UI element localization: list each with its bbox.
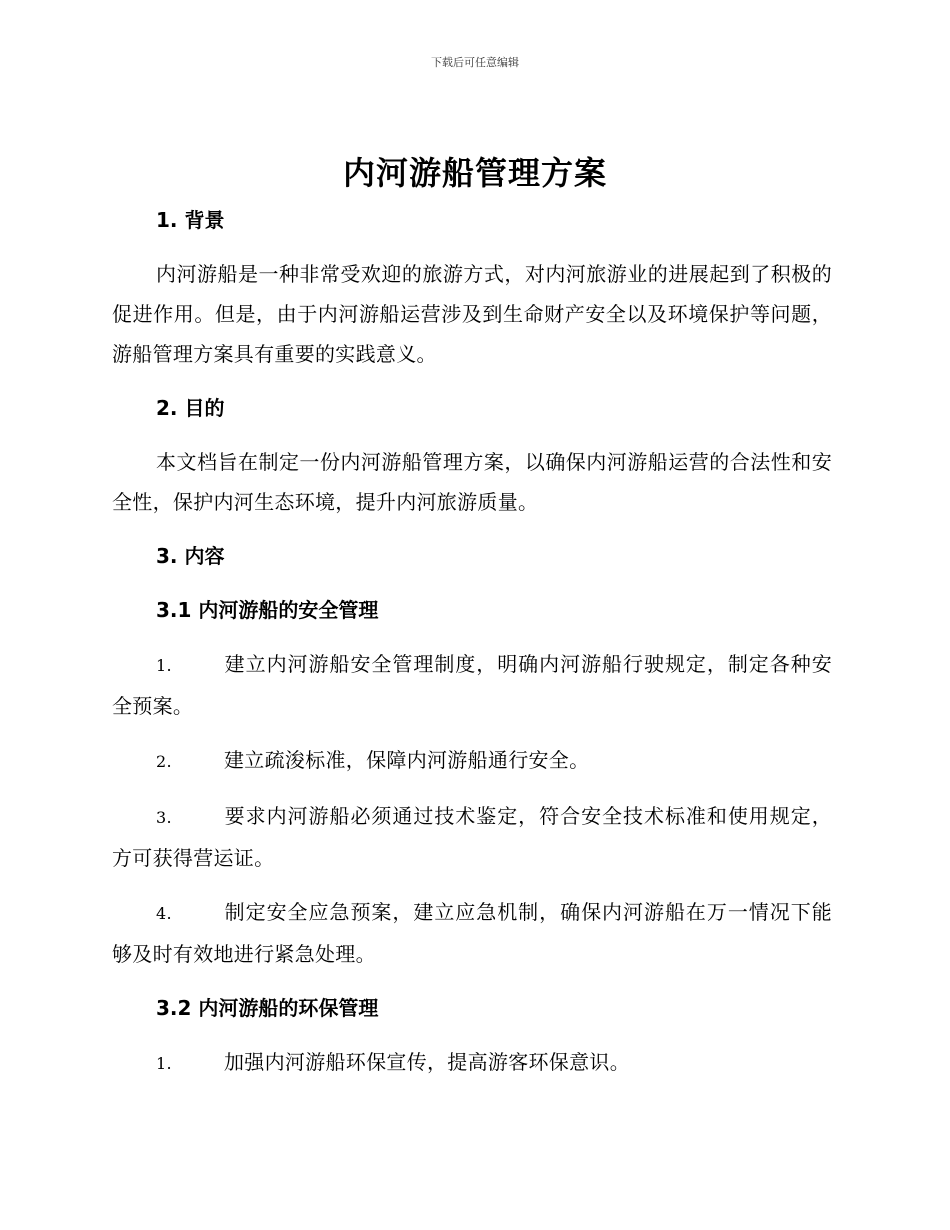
list-number: 1. bbox=[156, 656, 172, 675]
list-number: 1. bbox=[156, 1054, 172, 1073]
list-text: 加强内河游船环保宣传，提高游客环保意识。 bbox=[224, 1050, 630, 1074]
list-text: 建立疏浚标准，保障内河游船通行安全。 bbox=[224, 748, 590, 772]
list-text: 要求内河游船必须通过技术鉴定，符合安全技术标准和使用规定，方可获得营运证。 bbox=[112, 804, 832, 870]
section-heading-content: 3. 内容 bbox=[156, 544, 225, 568]
document-body bbox=[112, 200, 832, 1084]
paragraph-purpose: 本文档旨在制定一份内河游船管理方案，以确保内河游船运营的合法性和安全性，保护内河生态环境，提升内河旅游质量。 bbox=[112, 450, 832, 514]
list-text: 建立内河游船安全管理制度，明确内河游船行驶规定，制定各种安全预案。 bbox=[112, 652, 832, 718]
list-item bbox=[112, 740, 832, 782]
list-text: 制定安全应急预案，建立应急机制，确保内河游船在万一情况下能够及时有效地进行紧急处理。 bbox=[112, 900, 832, 966]
list-number: 3. bbox=[156, 808, 172, 827]
list-item bbox=[112, 796, 832, 878]
subsection-heading-environment: 3.2 内河游船的环保管理 bbox=[156, 996, 379, 1020]
document-title: 内河游船管理方案 bbox=[342, 154, 607, 192]
list-item bbox=[112, 892, 832, 974]
list-number: 2. bbox=[156, 752, 172, 771]
header-note: 下载后可任意编辑 bbox=[431, 56, 519, 69]
section-heading-purpose: 2. 目的 bbox=[156, 396, 225, 420]
paragraph-background: 内河游船是一种非常受欢迎的旅游方式，对内河旅游业的进展起到了积极的促进作用。但是，由于内河游船运营涉及到生命财产安全以及环境保护等问题，游船管理方案具有重要的实践意义。 bbox=[112, 262, 832, 366]
list-number: 4. bbox=[156, 904, 172, 923]
list-item bbox=[112, 644, 832, 726]
section-heading-background: 1. 背景 bbox=[156, 208, 225, 232]
list-item bbox=[112, 1042, 832, 1084]
subsection-heading-safety: 3.1 内河游船的安全管理 bbox=[156, 598, 379, 622]
